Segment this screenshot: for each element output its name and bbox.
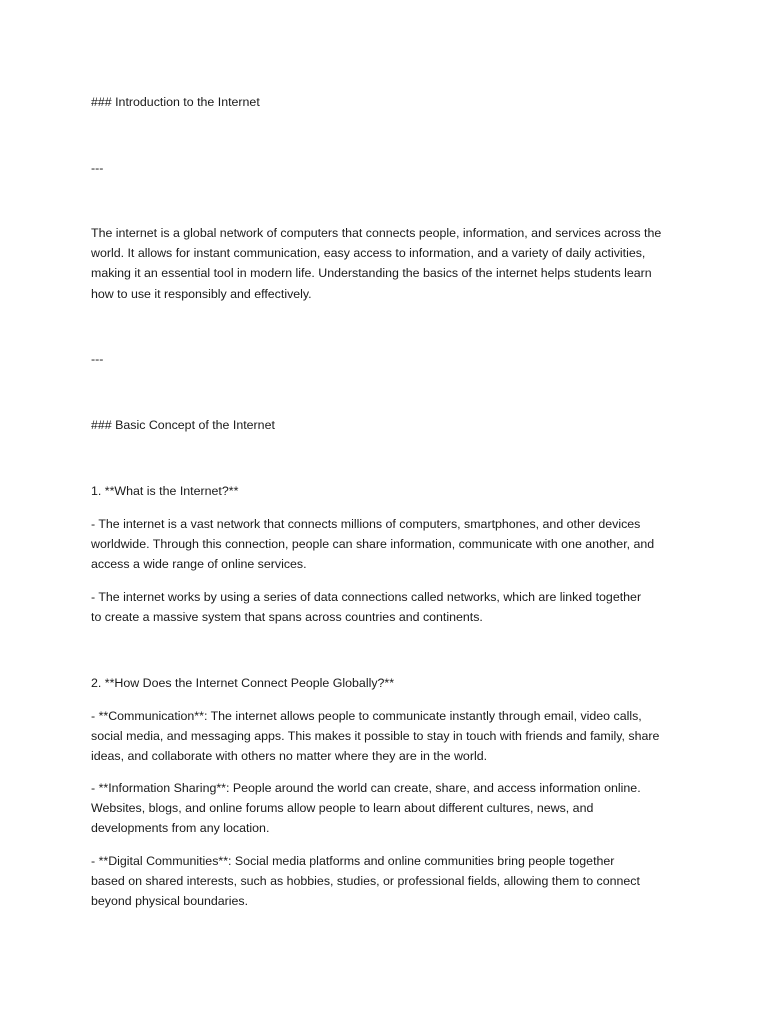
heading-basic-concept: ### Basic Concept of the Internet [91, 418, 275, 432]
separator: --- [91, 161, 104, 175]
bullet-paragraph: - **Communication**: The internet allows people to communicate instantly through email, video calls, social media, and messaging apps. This makes it possible to stay in touch with friends and family, share ideas, and collaborate with others no matter where they are in the world. [91, 709, 660, 764]
section-title-how-internet-connects: 2. **How Does the Internet Connect People Globally?** [91, 676, 395, 690]
bullet-paragraph: - **Digital Communities**: Social media platforms and online communities bring people together based on shared interests, such as hobbies, studies, or professional fields, allowing them to connect beyond physical boundaries. [91, 854, 640, 909]
bullet-paragraph: - **Information Sharing**: People around the world can create, share, and access information online. Websites, blogs, and online forums allow people to learn about different cultures, news, and developments from any location. [91, 781, 641, 836]
bullet-paragraph: - The internet is a vast network that connects millions of computers, smartphones, and other devices worldwide. Through this connection, people can share information, communicate with one another, and access a wide range of online services. [91, 517, 655, 572]
separator: --- [91, 352, 104, 366]
heading-introduction: ### Introduction to the Internet [91, 95, 260, 109]
bullet-paragraph: - The internet works by using a series of data connections called networks, which are linked together to create a massive system that spans across countries and continents. [91, 590, 642, 625]
section-title-what-is-internet: 1. **What is the Internet?** [91, 484, 239, 498]
intro-paragraph: The internet is a global network of computers that connects people, information, and services across the world. It allows for instant communication, easy access to information, and a variety of daily activities, making it an essential tool in modern life. Understanding the basics of the internet helps students learn how to use it responsibly and effectively. [91, 226, 662, 301]
